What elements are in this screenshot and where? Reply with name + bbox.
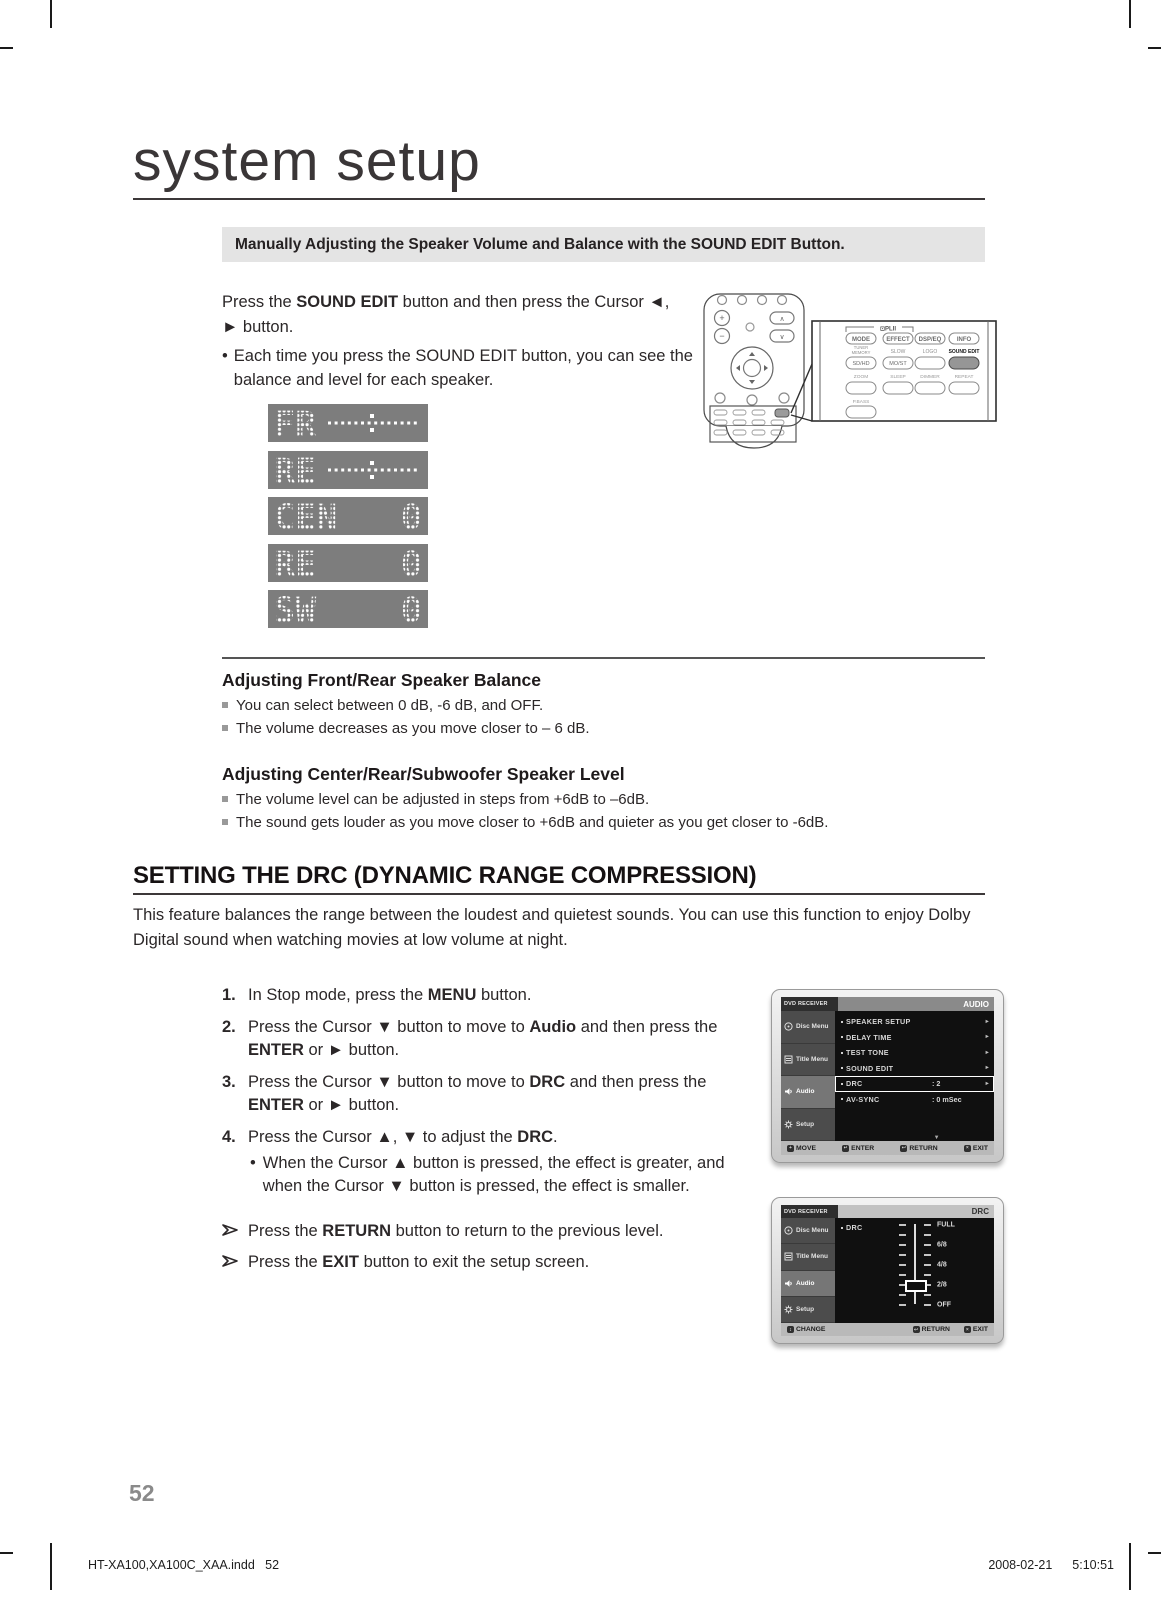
gear-icon: [784, 1120, 793, 1129]
step-number: 3.: [222, 1073, 236, 1092]
sidebar-item-label: Setup: [796, 1305, 815, 1313]
balance-bullet-2: The volume decreases as you move closer to – 6 dB.: [236, 719, 590, 737]
vfd-label: RE: [274, 452, 317, 489]
square-bullet: [222, 796, 228, 802]
gear-icon: [784, 1305, 793, 1314]
sidebar-item-setup: [781, 1297, 835, 1323]
vfd-value: 0: [400, 591, 422, 628]
square-bullet: [222, 725, 228, 731]
crop-mark: [50, 0, 52, 28]
menu-item-sound-edit: SOUND EDIT ►: [835, 1061, 994, 1077]
osd-title: AUDIO: [838, 997, 994, 1011]
pbass-label: P.BASS: [852, 400, 870, 405]
footer-return: ↩ RETURN: [901, 1144, 938, 1152]
remote-illustration: [690, 288, 1002, 465]
crop-mark: [0, 47, 13, 49]
step-1: [222, 984, 750, 1007]
scale-6-8: 6/8: [937, 1241, 947, 1249]
vfd-label: CEN: [274, 498, 338, 535]
menu-item-speaker-setup: SPEAKER SETUP ►: [835, 1014, 994, 1030]
sidebar-item-label: Title Menu: [796, 1055, 829, 1063]
sound-edit-label: SOUND EDIT: [948, 349, 980, 355]
osd-screenshot-audio: [771, 989, 1004, 1163]
section-banner: Manually Adjusting the Speaker Volume and Balance with the SOUND EDIT Button.: [222, 227, 985, 262]
right-arrow-icon: ►: [984, 1018, 990, 1025]
sidebar-item-label: Setup: [796, 1120, 815, 1128]
drc-description: This feature balances the range between the loudest and quietest sounds. You can use this function to enjoy Dolby Digital sound when watching movies at low volume at night.: [133, 906, 971, 949]
title-menu-icon: [784, 1055, 793, 1064]
move-icon: +: [787, 1145, 794, 1152]
osd-sidebar: [781, 1011, 835, 1141]
crop-mark: [1129, 1543, 1131, 1590]
sidebar-item-label: Audio: [796, 1088, 815, 1096]
disc-menu-icon: [784, 1022, 793, 1031]
footer-return: ↩ RETURN: [913, 1326, 950, 1333]
effect-button-label: EFFECT: [886, 337, 910, 343]
return-icon: ↩: [913, 1326, 919, 1333]
right-arrow-icon: ►: [984, 1034, 990, 1041]
vfd-label: FR: [274, 405, 317, 442]
remote-callout-box: [812, 321, 996, 421]
osd-brand: DVD RECEIVER: [781, 1205, 838, 1218]
return-note: [222, 1220, 750, 1243]
sidebar-item-label: Disc Menu: [796, 1227, 829, 1235]
step-text: Press the Cursor ▼ button to move to Audio and then press the ENTER or ► button.: [248, 1018, 718, 1060]
scroll-down-icon: ▼: [933, 1135, 940, 1141]
zoom-label: ZOOM: [853, 375, 869, 380]
square-bullet: [222, 819, 228, 825]
right-arrow-icon: ►: [984, 1065, 990, 1072]
footer-exit: × EXIT: [964, 1145, 988, 1152]
drc-steps: [222, 984, 750, 1282]
exit-icon: ×: [964, 1326, 971, 1333]
scale-full: FULL: [937, 1221, 955, 1229]
repeat-label: REPEAT: [954, 375, 974, 380]
right-arrow-icon: ►: [984, 1049, 990, 1056]
exit-note: [222, 1251, 750, 1274]
dspeq-button-label: DSP/EQ: [918, 337, 942, 343]
level-bullets: [222, 789, 962, 834]
tuner-memory-label-1: TUNER: [853, 345, 869, 350]
step-text: Press the Cursor ▼ button to move to DRC and then press the ENTER or ► button.: [248, 1073, 707, 1115]
osd-footer-bar: [781, 1141, 994, 1155]
arrowhead-icon: [222, 1224, 238, 1236]
note-text: Press the EXIT button to exit the setup screen.: [248, 1252, 590, 1271]
svg-text:−: −: [719, 331, 725, 341]
crop-mark: [1148, 47, 1161, 49]
intro-paragraph: [222, 290, 704, 393]
svg-text:∨: ∨: [779, 334, 785, 341]
bullet-marker: [250, 1152, 263, 1198]
step-4-bullet: [250, 1152, 750, 1198]
footer-change: ↕ CHANGE: [787, 1326, 825, 1333]
page-number: 52: [129, 1480, 155, 1506]
drc-slider-track: [914, 1224, 916, 1304]
step-3: [222, 1071, 750, 1117]
footer-exit: × EXIT: [964, 1326, 988, 1333]
sidebar-item-audio: [781, 1271, 835, 1297]
intro-text: Press the SOUND EDIT button and then press the Cursor ◄, ► button.: [222, 293, 670, 336]
balance-bullet-1: You can select between 0 dB, -6 dB, and OFF.: [236, 697, 544, 714]
vfd-display-re-level: [268, 544, 428, 587]
exit-icon: ×: [964, 1145, 971, 1152]
vfd-value: 0: [400, 498, 422, 535]
sidebar-item-disc-menu: [781, 1011, 835, 1044]
sound-edit-button-small: [775, 409, 789, 417]
print-time: 5:10:51: [1072, 1558, 1114, 1572]
menu-item-av-sync: AV-SYNC : 0 mSec: [835, 1092, 994, 1108]
disc-menu-icon: [784, 1226, 793, 1235]
vfd-display-sw: [268, 590, 428, 633]
menu-item-test-tone: TEST TONE ►: [835, 1045, 994, 1061]
section-divider: [222, 657, 985, 659]
vfd-display-fr: [268, 404, 428, 447]
sidebar-item-audio: [781, 1076, 835, 1109]
title-rule: [133, 198, 985, 200]
crop-mark: [50, 1543, 52, 1590]
return-icon: ↩: [901, 1145, 906, 1151]
sidebar-item-title-menu: [781, 1244, 835, 1270]
scale-4-8: 4/8: [937, 1261, 947, 1269]
level-bullet-1: The volume level can be adjusted in steps from +6dB to –6dB.: [236, 791, 650, 808]
osd-footer-bar: [781, 1323, 994, 1336]
osd-drc-panel: [835, 1218, 994, 1323]
osd-menu-list: [835, 1011, 994, 1141]
drc-heading-rule: [133, 893, 985, 895]
sidebar-item-label: Disc Menu: [796, 1023, 829, 1031]
bullet-marker: [222, 344, 234, 394]
vfd-display-cen: [268, 497, 428, 540]
menu-item-drc-selected: DRC : 2 ►: [835, 1076, 994, 1092]
crop-mark: [1148, 1552, 1161, 1554]
sidebar-item-setup: [781, 1109, 835, 1142]
step-2: [222, 1016, 750, 1062]
osd-screenshot-drc: [771, 1197, 1004, 1344]
balance-bullets: [222, 695, 922, 740]
step-number: 2.: [222, 1018, 236, 1037]
sdhd-button-label: SD/HD: [852, 361, 870, 367]
most-button-label: MO/ST: [889, 361, 907, 367]
logo-label: LOGO: [922, 349, 938, 355]
dolby-plii-label: ⊡PLII: [879, 326, 897, 333]
info-button-label: INFO: [956, 337, 972, 343]
vfd-label: SW: [274, 591, 317, 628]
note-text: Press the RETURN button to return to the previous level.: [248, 1221, 664, 1240]
crop-mark: [0, 1552, 13, 1554]
print-footer-filename: HT-XA100,XA100C_XAA.indd 52: [88, 1558, 280, 1572]
dimmer-label: DIMMER: [920, 375, 940, 380]
speaker-icon: [784, 1087, 793, 1096]
svg-text:∧: ∧: [779, 316, 785, 323]
sound-edit-button: [949, 357, 979, 369]
scale-off: OFF: [937, 1301, 951, 1309]
vfd-value: 0: [400, 545, 422, 582]
osd-sidebar: [781, 1218, 835, 1323]
balance-heading: Adjusting Front/Rear Speaker Balance: [222, 670, 541, 690]
menu-item-delay-time: DELAY TIME ►: [835, 1030, 994, 1046]
drc-level-indicator: [905, 1280, 927, 1292]
step-text: Press the Cursor ▲, ▼ to adjust the DRC.: [248, 1128, 558, 1147]
level-heading: Adjusting Center/Rear/Subwoofer Speaker Level: [222, 764, 625, 784]
substep-text: When the Cursor ▲ button is pressed, the effect is greater, and when the Cursor ▼ button is pressed, the effect is smaller.: [262, 1153, 725, 1195]
page-title: system setup: [133, 129, 481, 193]
change-icon: ↕: [787, 1326, 794, 1333]
vfd-display-re-balance: [268, 451, 428, 494]
arrowhead-icon: [222, 1255, 238, 1267]
scale-2-8: 2/8: [937, 1281, 947, 1289]
sidebar-item-label: Audio: [796, 1279, 815, 1287]
square-bullet: [222, 702, 228, 708]
sidebar-item-label: Title Menu: [796, 1253, 829, 1261]
drc-heading: SETTING THE DRC (DYNAMIC RANGE COMPRESSION): [133, 862, 757, 889]
level-bullet-2: The sound gets louder as you move closer to +6dB and quieter as you get closer to -6dB.: [236, 813, 829, 831]
step-number: 1.: [222, 986, 236, 1004]
sleep-label: SLEEP: [890, 375, 906, 380]
title-menu-icon: [784, 1252, 793, 1261]
svg-text:+: +: [719, 313, 725, 323]
intro-bullet-text: Each time you press the SOUND EDIT button, you can see the balance and level for each speaker.: [233, 346, 693, 390]
step-number: 4.: [222, 1128, 236, 1147]
sidebar-item-disc-menu: [781, 1218, 835, 1244]
slow-label: SLOW: [890, 349, 906, 355]
osd-brand: DVD RECEIVER: [781, 997, 838, 1011]
crop-mark: [1129, 0, 1131, 28]
drc-item-label: DRC: [846, 1223, 863, 1232]
footer-move: + MOVE: [787, 1145, 816, 1152]
print-date: 2008-02-21: [988, 1558, 1053, 1572]
tuner-memory-label-2: MEMORY: [851, 350, 871, 355]
step-text: In Stop mode, press the MENU button.: [248, 986, 532, 1004]
step-4: [222, 1126, 750, 1149]
print-footer-timestamp: [988, 1558, 1114, 1572]
enter-icon: ↵: [843, 1145, 848, 1151]
osd-title: DRC: [838, 1205, 994, 1218]
mode-button-label: MODE: [852, 337, 870, 343]
speaker-icon: [784, 1279, 793, 1288]
right-arrow-icon: ►: [984, 1080, 990, 1087]
vfd-label: RE: [274, 545, 317, 582]
footer-enter: ↵ ENTER: [843, 1144, 875, 1152]
sidebar-item-title-menu: [781, 1044, 835, 1077]
